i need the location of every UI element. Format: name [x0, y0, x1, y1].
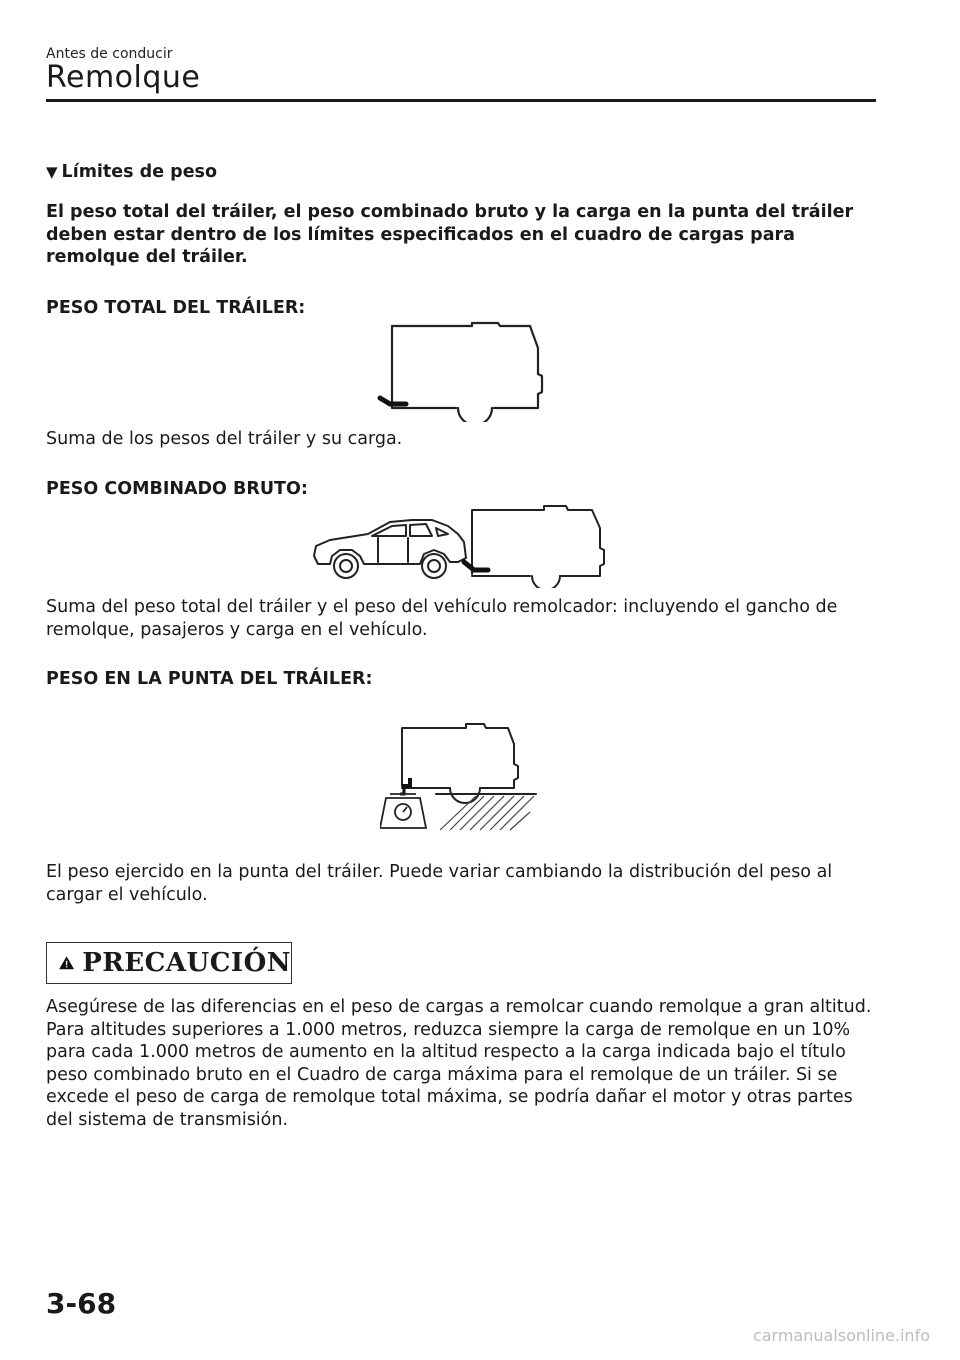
subheading-text: Límites de peso	[61, 162, 217, 182]
trailer-illustration	[376, 318, 556, 422]
intro-paragraph: El peso total del tráiler, el peso combinado bruto y la carga en la punta del tráiler deben estar dentro de los límites especificados en el cuadro de cargas para remolque del tráiler.	[46, 202, 854, 267]
chapter-title: Remolque	[46, 60, 201, 95]
warning-icon	[59, 948, 74, 978]
label-tongue-weight: PESO EN LA PUNTA DEL TRÁILER:	[46, 669, 373, 689]
triangle-down-icon: ▼	[46, 163, 58, 181]
tongue-weight-scale-illustration	[380, 718, 540, 834]
label-gross-combined-weight: PESO COMBINADO BRUTO:	[46, 479, 308, 499]
car-and-trailer-illustration	[308, 500, 613, 588]
caution-title: PRECAUCIÓN	[82, 948, 291, 978]
description-total-trailer-weight: Suma de los pesos del tráiler y su carga.	[46, 429, 403, 449]
header-rule	[46, 99, 876, 102]
caution-body: Asegúrese de las diferencias en el peso de cargas a remolcar cuando remolque a gran altitud. Para altitudes superiores a 1.000 metros, reduzca siempre la carga de remolque en un 10% para cada 1.000 metros de aumento en la altitud respecto a la carga indicada bajo el título peso combinado bruto en el Cuadro de carga máxima para el remolque de un tráiler. Si se excede el peso de carga de remolque total máxima, se podría dañar el motor y otras partes del sistema de transmisión.	[46, 997, 872, 1130]
section-label: Antes de conducir	[46, 46, 173, 62]
watermark: carmanualsonline.info	[752, 1326, 930, 1345]
label-total-trailer-weight: PESO TOTAL DEL TRÁILER:	[46, 298, 306, 318]
description-tongue-weight: El peso ejercido en la punta del tráiler. Puede variar cambiando la distribución del peso al cargar el vehículo.	[46, 862, 833, 905]
subheading	[46, 161, 886, 184]
caution-box	[46, 942, 292, 984]
description-gross-combined-weight: Suma del peso total del tráiler y el peso del vehículo remolcador: incluyendo el gancho de remolque, pasajeros y carga en el vehículo.	[46, 597, 838, 640]
page-number: 3-68	[46, 1287, 117, 1320]
